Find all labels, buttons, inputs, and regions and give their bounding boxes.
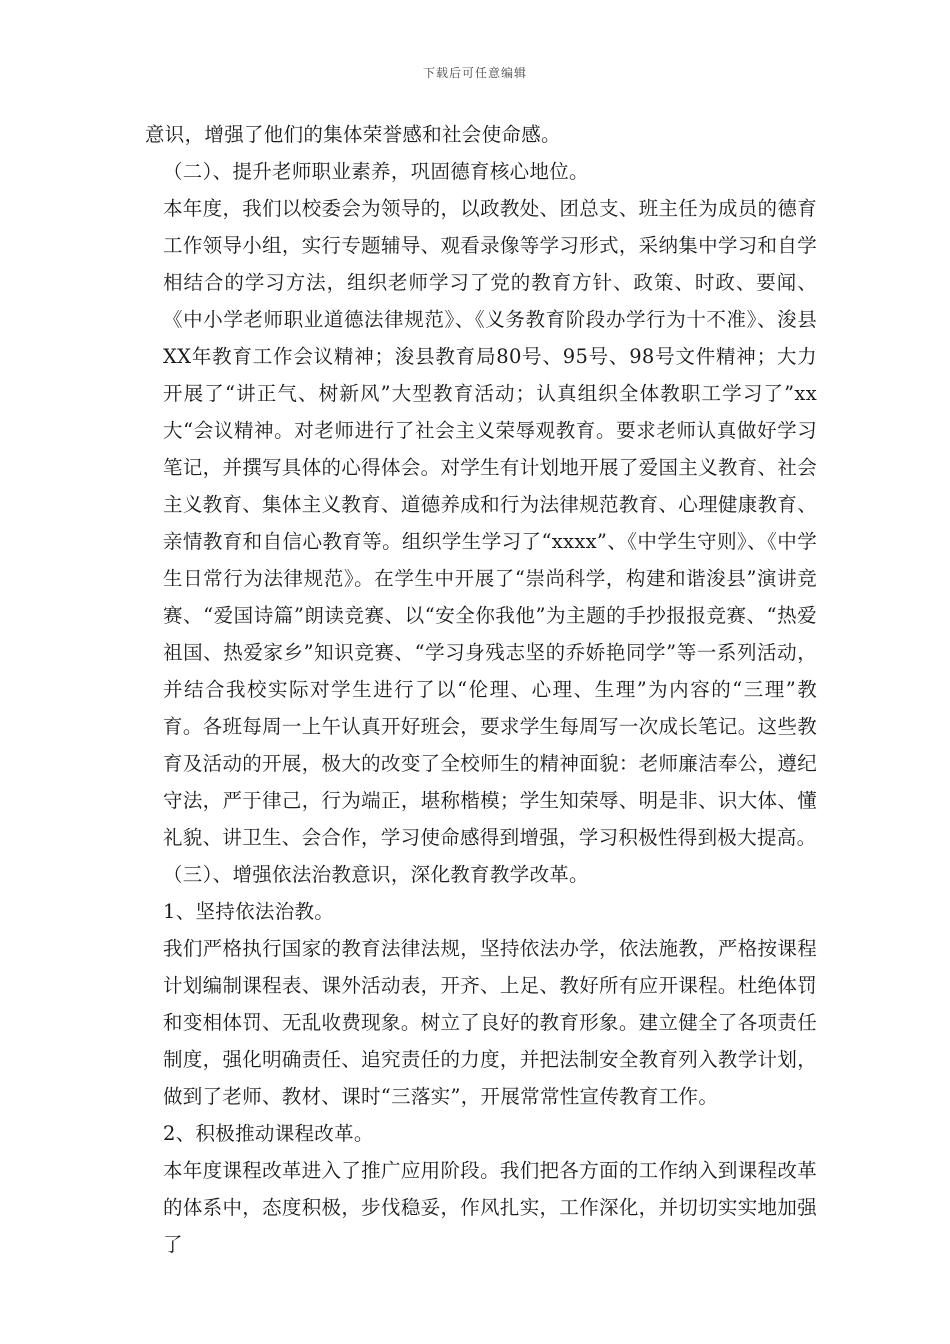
document-body: [145, 116, 817, 1263]
paragraph-continuation: 意识，增强了他们的集体荣誉感和社会使命感。: [145, 123, 561, 146]
paragraph-rule-of-law: 我们严格执行国家的教育法律法规，坚持依法办学，依法施教，严格按课程计划编制课程表、课外活动表，开齐、上足、教好所有应开课程。杜绝体罚和变相体罚、无乱收费现象。树立了良好的教育形象。建立健全了各项责任制度，强化明确责任、追究责任的力度，并把法制安全教育列入教学计划，做到了老师、教材、课时“三落实”，开展常常性宣传教育工作。: [163, 937, 817, 1108]
paragraph-curriculum-reform: 本年度课程改革进入了推广应用阶段。我们把各方面的工作纳入到课程改革的体系中，态度积极，步伐稳妥，作风扎实，工作深化，并切切实实地加强了: [163, 1159, 817, 1256]
section-heading-two: （二）、提升老师职业素养，巩固德育核心地位。: [163, 160, 589, 183]
page-header: 下载后可任意编辑: [422, 66, 527, 80]
subheading-curriculum-reform: 2、积极推动课程改革。: [163, 1122, 374, 1145]
paragraph-moral-education: 本年度，我们以校委会为领导的，以政教处、团总支、班主任为成员的德育工作领导小组，实行专题辅导、观看录像等学习形式，采纳集中学习和自学相结合的学习方法，组织老师学习了党的教育方针、政策、时政、要闻、《中小学老师职业道德法律规范》、《义务教育阶段办学行为十不准》、浚县XX年教育工作会议精神；浚县教育局80号、95号、98号文件精神；大力开展了“讲正气、树新风”大型教育活动；认真组织全体教职工学习了”xx大“会议精神。对老师进行了社会主义荣辱观教育。要求老师认真做好学习笔记，并撰写具体的心得体会。对学生有计划地开展了爱国主义教育、社会主义教育、集体主义教育、道德养成和行为法律规范教育、心理健康教育、亲情教育和自信心教育等。组织学生学习了“xxxx”、《中学生守则》、《中学生日常行为法律规范》。在学生中开展了“崇尚科学，构建和谐浚县”演讲竞赛、“爱国诗篇”朗读竞赛、以“安全你我他”为主题的手抄报报竞赛、“热爱祖国、热爱家乡”知识竞赛、“学习身残志坚的乔娇艳同学”等一系列活动，并结合我校实际对学生进行了以“伦理、心理、生理”为内容的“三理”教育。各班每周一上午认真开好班会，要求学生每周写一次成长笔记。这些教育及活动的开展，极大的改变了全校师生的精神面貌：老师廉洁奉公，遵纪守法，严于律己，行为端正，堪称楷模；学生知荣辱、明是非、识大体、懂礼貌、讲卫生、会合作，学习使命感得到增强，学习积极性得到极大提高。: [163, 197, 817, 849]
subheading-rule-of-law: 1、坚持依法治教。: [163, 900, 335, 923]
section-heading-three: （三）、增强依法治教意识，深化教育教学改革。: [163, 863, 589, 886]
